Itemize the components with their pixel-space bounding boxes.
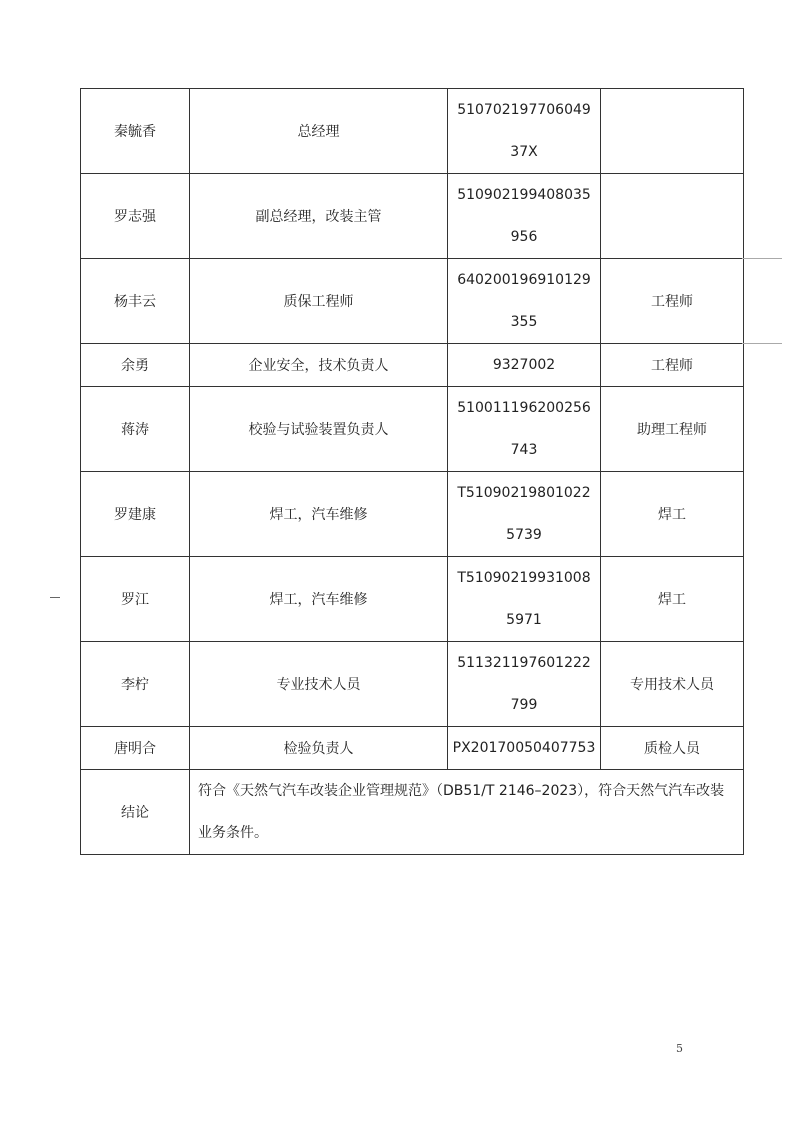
title-cell: 工程师 — [601, 344, 744, 387]
id-cell: T510902198010225739 — [448, 472, 601, 557]
role-cell: 副总经理，改装主管 — [190, 174, 448, 259]
stray-rule-line — [742, 258, 782, 259]
table-row — [81, 642, 744, 727]
name-cell: 蒋涛 — [81, 387, 190, 472]
conclusion-label: 结论 — [81, 770, 190, 855]
title-cell: 工程师 — [601, 259, 744, 344]
name-cell: 李柠 — [81, 642, 190, 727]
title-cell: 质检人员 — [601, 727, 744, 770]
conclusion-text: 符合《天然气汽车改装企业管理规范》（DB51/T 2146–2023），符合天然气汽车改装业务条件。 — [190, 770, 744, 855]
name-cell: 罗建康 — [81, 472, 190, 557]
role-cell: 企业安全，技术负责人 — [190, 344, 448, 387]
id-cell: 510011196200256743 — [448, 387, 601, 472]
table-row — [81, 387, 744, 472]
table-row — [81, 89, 744, 174]
role-cell: 总经理 — [190, 89, 448, 174]
id-cell: 510902199408035956 — [448, 174, 601, 259]
id-cell: PX20170050407753 — [448, 727, 601, 770]
table-row — [81, 174, 744, 259]
personnel-table — [80, 88, 744, 855]
table-row — [81, 557, 744, 642]
conclusion-row — [81, 770, 744, 855]
table-row — [81, 259, 744, 344]
role-cell: 质保工程师 — [190, 259, 448, 344]
role-cell: 专业技术人员 — [190, 642, 448, 727]
title-cell: 焊工 — [601, 472, 744, 557]
role-cell: 校验与试验装置负责人 — [190, 387, 448, 472]
stray-rule-line — [742, 343, 782, 344]
title-cell: 助理工程师 — [601, 387, 744, 472]
role-cell: 焊工，汽车维修 — [190, 557, 448, 642]
page-number: 5 — [676, 1042, 683, 1055]
title-cell — [601, 89, 744, 174]
id-cell: 511321197601222799 — [448, 642, 601, 727]
title-cell: 专用技术人员 — [601, 642, 744, 727]
id-cell: T510902199310085971 — [448, 557, 601, 642]
role-cell: 检验负责人 — [190, 727, 448, 770]
id-cell: 51070219770604937X — [448, 89, 601, 174]
name-cell: 罗志强 — [81, 174, 190, 259]
name-cell: 秦毓香 — [81, 89, 190, 174]
id-cell: 9327002 — [448, 344, 601, 387]
title-cell — [601, 174, 744, 259]
table-row — [81, 344, 744, 387]
table-row — [81, 727, 744, 770]
name-cell: 罗江 — [81, 557, 190, 642]
id-cell: 640200196910129355 — [448, 259, 601, 344]
margin-mark — [50, 597, 60, 598]
name-cell: 杨丰云 — [81, 259, 190, 344]
title-cell: 焊工 — [601, 557, 744, 642]
table-row — [81, 472, 744, 557]
name-cell: 唐明合 — [81, 727, 190, 770]
name-cell: 余勇 — [81, 344, 190, 387]
role-cell: 焊工，汽车维修 — [190, 472, 448, 557]
